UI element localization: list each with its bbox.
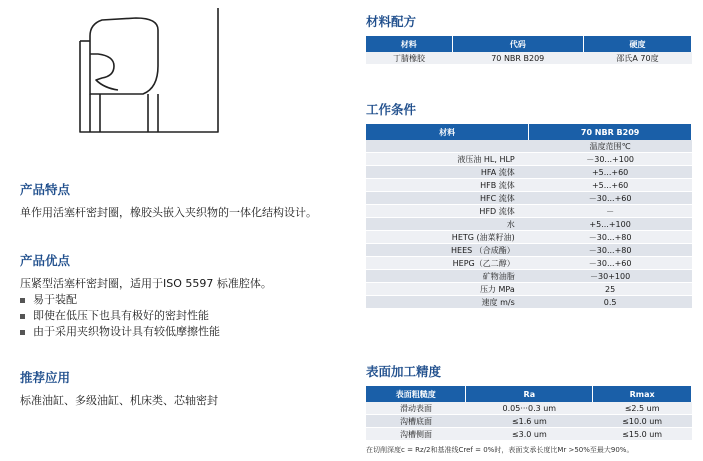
- advantage-bullet: [20, 292, 360, 308]
- table-row: [366, 415, 692, 428]
- surface-table: [366, 386, 692, 441]
- value-cell: －30...+80: [529, 244, 692, 257]
- table-cell: 0.05···0.3 um: [466, 402, 593, 415]
- value-cell: －30+100: [529, 270, 692, 283]
- value-cell: +5...+60: [529, 179, 692, 192]
- table-cell: ≤15.0 um: [593, 428, 692, 441]
- table-row: [366, 270, 692, 283]
- table-cell: ≤10.0 um: [593, 415, 692, 428]
- value-cell: －30...+80: [529, 231, 692, 244]
- table-row: [366, 257, 692, 270]
- medium-cell: HEES （合成酯）: [366, 244, 529, 257]
- table-cell: 沟槽侧面: [366, 428, 466, 441]
- medium-cell: 压力 MPa: [366, 283, 529, 296]
- medium-cell: HETG (油菜籽油): [366, 231, 529, 244]
- value-cell: 25: [529, 283, 692, 296]
- advantages-body: 压紧型活塞杆密封圈，适用于ISO 5597 标准腔体。: [20, 277, 272, 290]
- conditions-table: [366, 124, 692, 309]
- table-row: [366, 153, 692, 166]
- value-cell: +5...+100: [529, 218, 692, 231]
- table-header-row: [366, 386, 692, 402]
- table-row: [366, 205, 692, 218]
- value-cell: －30...+60: [529, 257, 692, 270]
- advantage-text: 即使在低压下也具有极好的密封性能: [33, 309, 209, 322]
- seal-profile-drawing: [18, 6, 343, 166]
- table-row: [366, 428, 692, 441]
- advantages-section: [20, 251, 360, 340]
- table-row: [366, 192, 692, 205]
- medium-cell: HFA 流体: [366, 166, 529, 179]
- material-title: 材料配方: [366, 14, 417, 29]
- bullet-square-icon: [20, 330, 25, 335]
- medium-cell: HFD 流体: [366, 205, 529, 218]
- table-cell: 沟槽底面: [366, 415, 466, 428]
- table-cell: 滑动表面: [366, 402, 466, 415]
- conditions-title: 工作条件: [366, 102, 417, 117]
- table-row: [366, 283, 692, 296]
- features-body: 单作用活塞杆密封圈，橡胶头嵌入夹织物的一体化结构设计。: [20, 206, 317, 219]
- medium-cell: HFC 流体: [366, 192, 529, 205]
- medium-cell: HFB 流体: [366, 179, 529, 192]
- column-header: 材料: [366, 36, 452, 52]
- conditions-section: [366, 100, 692, 309]
- column-header: Rmax: [593, 386, 692, 402]
- value-cell: －: [529, 205, 692, 218]
- column-header: Ra: [466, 386, 593, 402]
- value-cell: －30...+100: [529, 153, 692, 166]
- surface-footnote: 在切削深度c = Rz/2和基准线Cref = 0%时，表面支承长度比Mr >50%至最大90%。: [366, 446, 634, 454]
- value-cell: －30...+60: [529, 192, 692, 205]
- advantage-bullet: [20, 324, 360, 340]
- column-header: 代码: [452, 36, 583, 52]
- table-cell: 邵氏A 70度: [583, 52, 691, 65]
- table-row: [366, 218, 692, 231]
- advantage-bullet: [20, 308, 360, 324]
- column-header: 材料: [366, 124, 529, 140]
- table-header-row: [366, 124, 692, 140]
- material-table: [366, 36, 692, 65]
- table-cell: ≤1.6 um: [466, 415, 593, 428]
- value-cell: +5...+60: [529, 166, 692, 179]
- table-row: [366, 231, 692, 244]
- column-header: 硬度: [583, 36, 691, 52]
- surface-section: [366, 362, 692, 455]
- medium-cell: 水: [366, 218, 529, 231]
- features-section: [20, 180, 360, 221]
- surface-title: 表面加工精度: [366, 364, 442, 379]
- medium-cell: 速度 m/s: [366, 296, 529, 309]
- temperature-range-label: 温度范围℃: [529, 140, 692, 153]
- value-cell: 0.5: [529, 296, 692, 309]
- applications-body: 标准油缸、多级油缸、机床类、芯轴密封: [20, 394, 218, 407]
- advantages-title: 产品优点: [20, 253, 71, 268]
- table-cell: ≤3.0 um: [466, 428, 593, 441]
- table-cell: 70 NBR B209: [452, 52, 583, 65]
- left-column: [20, 180, 360, 409]
- table-row: [366, 244, 692, 257]
- medium-cell: 矿物油脂: [366, 270, 529, 283]
- table-cell: ≤2.5 um: [593, 402, 692, 415]
- medium-cell: 液压油 HL, HLP: [366, 153, 529, 166]
- applications-section: [20, 368, 360, 409]
- table-row: [366, 179, 692, 192]
- bullet-square-icon: [20, 314, 25, 319]
- material-section: [366, 12, 692, 65]
- table-header-row: [366, 36, 692, 52]
- seal-cross-section-diagram: [18, 6, 343, 166]
- table-row: [366, 296, 692, 309]
- advantage-text: 由于采用夹织物设计具有较低摩擦性能: [33, 325, 220, 338]
- table-subheader-row: [366, 140, 692, 153]
- features-title: 产品特点: [20, 182, 71, 197]
- applications-title: 推荐应用: [20, 370, 71, 385]
- table-row: [366, 166, 692, 179]
- bullet-square-icon: [20, 298, 25, 303]
- medium-cell: HEPG（乙二醇）: [366, 257, 529, 270]
- column-header: 表面粗糙度: [366, 386, 466, 402]
- table-row: [366, 402, 692, 415]
- table-cell: 丁腈橡胶: [366, 52, 452, 65]
- table-row: [366, 52, 692, 65]
- column-header: 70 NBR B209: [529, 124, 692, 140]
- advantage-text: 易于装配: [33, 293, 77, 306]
